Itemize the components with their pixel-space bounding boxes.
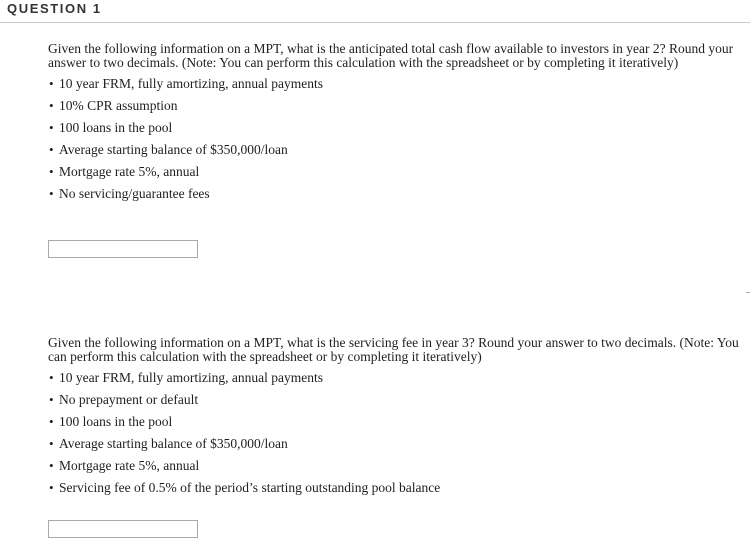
list-item <box>48 389 745 411</box>
question-2-prompt: Given the following information on a MPT, what is the servicing fee in year 3? Round your answer to two decimals. (Note: You can perform this calculation with the spreadsheet or by completing it iteratively) <box>48 335 739 364</box>
bullet-icon: • <box>49 76 54 91</box>
bullet-text: Mortgage rate 5%, annual <box>59 458 200 473</box>
bullet-text: 10 year FRM, fully amortizing, annual payments <box>59 370 323 385</box>
bullet-text: Average starting balance of $350,000/loan <box>59 436 288 451</box>
bullet-text: No prepayment or default <box>59 392 199 407</box>
bullet-icon: • <box>49 458 54 473</box>
list-item <box>48 455 745 477</box>
bullet-icon: • <box>49 142 54 157</box>
list-item <box>48 183 745 205</box>
list-item <box>48 73 745 95</box>
bullet-text: Average starting balance of $350,000/loan <box>59 142 288 157</box>
question-1-prompt: Given the following information on a MPT, what is the anticipated total cash flow available to investors in year 2? Round your answer to two decimals. (Note: You can perform this calculation with the spreadsheet or by completing it iteratively) <box>48 41 734 70</box>
bullet-text: 100 loans in the pool <box>59 414 173 429</box>
question-heading: QUESTION 1 <box>7 1 102 16</box>
list-item <box>48 117 745 139</box>
answer-input-2[interactable] <box>48 520 198 538</box>
bullet-icon: • <box>49 120 54 135</box>
question-part-1 <box>48 42 745 205</box>
list-item <box>48 95 745 117</box>
bullet-icon: • <box>49 370 54 385</box>
bullet-text: 100 loans in the pool <box>59 120 173 135</box>
list-item <box>48 433 745 455</box>
heading-divider <box>0 22 750 23</box>
bullet-icon: • <box>49 392 54 407</box>
bullet-text: Mortgage rate 5%, annual <box>59 164 200 179</box>
list-item <box>48 161 745 183</box>
bullet-text: Servicing fee of 0.5% of the period’s starting outstanding pool balance <box>59 480 441 495</box>
bullet-icon: • <box>49 164 54 179</box>
bullet-icon: • <box>49 98 54 113</box>
bullet-text: 10 year FRM, fully amortizing, annual payments <box>59 76 323 91</box>
bullet-text: 10% CPR assumption <box>59 98 178 113</box>
bullet-icon: • <box>49 480 54 495</box>
question-part-2 <box>48 336 745 499</box>
question-1-bullet-list <box>48 73 745 205</box>
list-item <box>48 411 745 433</box>
list-item <box>48 139 745 161</box>
question-2-bullet-list <box>48 367 745 499</box>
bullet-icon: • <box>49 436 54 451</box>
answer-input-1[interactable] <box>48 240 198 258</box>
bullet-icon: • <box>49 414 54 429</box>
list-item <box>48 477 745 499</box>
list-item <box>48 367 745 389</box>
bullet-text: No servicing/guarantee fees <box>59 186 210 201</box>
bullet-icon: • <box>49 186 54 201</box>
scroll-marker <box>746 292 750 293</box>
